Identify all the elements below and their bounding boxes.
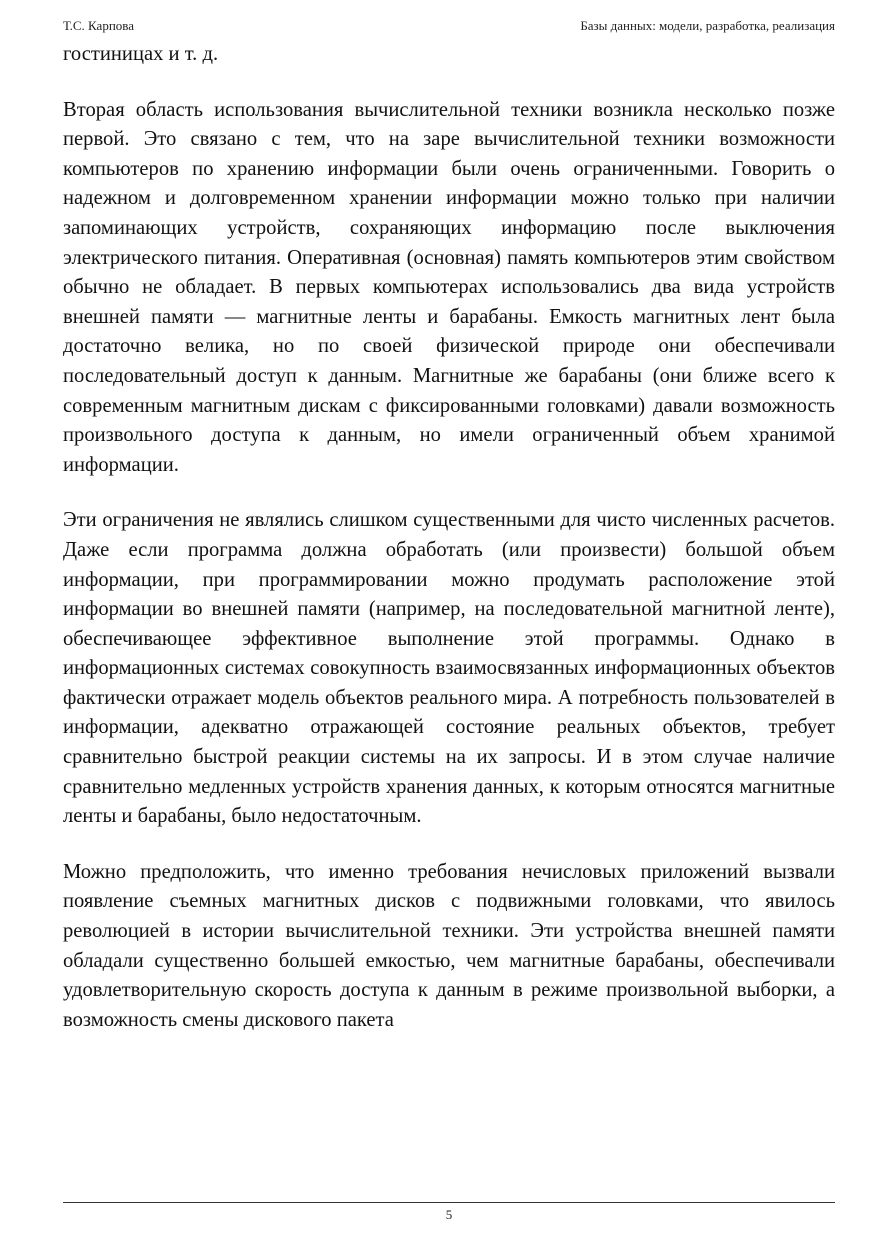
paragraph: Эти ограничения не являлись слишком существенными для чисто численных расчетов. Даже если программа должна обработать (или произвести) большой объем информации, при программировании можно продумать расположение этой информации во внешней памяти (например, на последовательной магнитной ленте), обеспечивающее эффективное выполнение этой программы. Однако в информационных системах совокупность взаимосвязанных информационных объектов фактически отражает модель объектов реального мира. А потребность пользователей в информации, адекватно отражающей состояние реальных объектов, требует сравнительно быстрой реакции системы на их запросы. И в этом случае наличие сравнительно медленных устройств хранения данных, к которым относятся магнитные ленты и барабаны, было недостаточным. [63,509,835,828]
page-body [63,40,835,1035]
header-author: Т.С. Карпова [63,18,135,33]
page-number: 5 [445,1207,453,1222]
paragraph-continuation: гостиницах и т. д. [63,43,219,65]
paragraph: Вторая область использования вычислительной техники возникла несколько позже первой. Это связано с тем, что на заре вычислительной техники возможности компьютеров по хранению информации были очень ограниченными. Говорить о надежном и долговременном хранении информации можно только при наличии запоминающих устройств, сохраняющих информацию после выключения электрического питания. Оперативная (основная) память компьютеров этим свойством обычно не обладает. В первых компьютерах использовались два вида устройств внешней памяти — магнитные ленты и барабаны. Емкость магнитных лент была достаточно велика, но по своей физической природе они обеспечивали последовательный доступ к данным. Магнитные же барабаны (они ближе всего к современным магнитным дискам с фиксированными головками) давали возможность произвольного доступа к данным, но имели ограниченный объем хранимой информации. [63,98,835,476]
page-header [63,17,835,35]
footer-divider [63,1202,835,1203]
header-book-title: Базы данных: модели, разработка, реализация [580,18,835,33]
paragraph: Можно предположить, что именно требования нечисловых приложений вызвали появление съемных магнитных дисков с подвижными головками, что явилось революцией в истории вычислительной техники. Эти устройства внешней памяти обладали существенно большей емкостью, чем магнитные барабаны, обеспечивали удовлетворительную скорость доступа к данным в режиме произвольной выборки, а возможность смены дискового пакета [63,860,835,1031]
